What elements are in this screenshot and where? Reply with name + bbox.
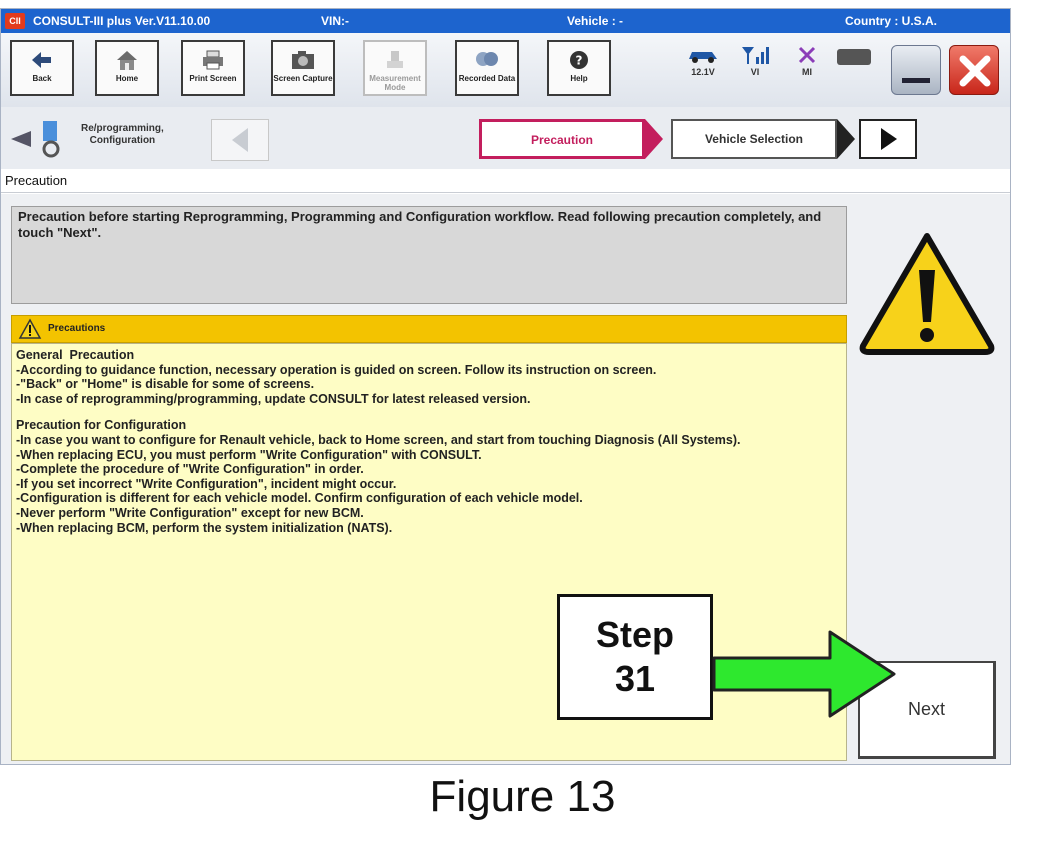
workflow-section-label [81, 123, 164, 147]
workflow-label-line2: Configuration [89, 135, 156, 146]
measurement-mode-label: Measurement Mode [369, 74, 421, 92]
workflow-label-line1: Re/programming, [81, 123, 164, 134]
help-icon [566, 49, 592, 71]
warning-triangle-icon [857, 228, 997, 358]
svg-text:?: ? [575, 53, 583, 68]
next-button[interactable]: Next [858, 661, 996, 759]
precautions-header-label: Precautions [48, 323, 106, 334]
minimize-button[interactable] [891, 45, 941, 95]
close-button[interactable] [949, 45, 999, 95]
reprogramming-icon [9, 117, 73, 159]
help-label: Help [570, 74, 588, 83]
intro-message: Precaution before starting Reprogramming, Programming and Configuration workflow. Read following precaution completely, and touch "Next". [11, 206, 847, 304]
crumb-precaution[interactable]: Precaution [479, 119, 645, 159]
precaution-line: General Precaution [16, 348, 135, 362]
precaution-line: -In case of reprogramming/programming, update CONSULT for latest released version. [16, 391, 531, 406]
back-button[interactable] [10, 40, 74, 96]
precaution-line: -If you set incorrect "Write Configuration", incident might occur. [16, 476, 397, 491]
navigation-bar [1, 107, 1010, 170]
home-button[interactable] [95, 40, 159, 96]
figure-caption: Figure 13 [429, 772, 616, 821]
precaution-line: -When replacing ECU, you must perform "Write Configuration" with CONSULT. [16, 447, 482, 462]
measurement-mode-button[interactable] [363, 40, 427, 96]
printer-icon [200, 49, 226, 71]
precautions-header [11, 315, 847, 343]
screen-capture-button[interactable] [271, 40, 335, 96]
print-screen-button[interactable] [181, 40, 245, 96]
precaution-line: -Configuration is different for each vehicle model. Confirm configuration of each vehicle model. [16, 491, 583, 506]
vi-label: VI [750, 67, 760, 77]
step-annotation [557, 594, 713, 720]
precaution-line: Precaution for Configuration [16, 418, 187, 433]
precaution-line: -In case you want to configure for Renault vehicle, back to Home screen, and start from touching Diagnosis (All Systems). [16, 432, 741, 447]
recorded-data-button[interactable] [455, 40, 519, 96]
screen-capture-label: Screen Capture [273, 74, 333, 83]
car-battery-icon [686, 45, 720, 65]
precaution-line: -Never perform "Write Configuration" except for new BCM. [16, 505, 364, 520]
close-icon [950, 46, 1000, 96]
crumb-arrow-icon [837, 119, 855, 159]
vin-readout: VIN:- [321, 14, 349, 28]
measurement-icon [382, 49, 408, 71]
page-title: Precaution [1, 169, 1010, 193]
nav-back-button[interactable] [211, 119, 269, 161]
small-warning-icon [18, 318, 42, 340]
nav-forward-button[interactable] [859, 119, 917, 159]
back-button-label: Back [32, 74, 52, 83]
home-icon [114, 49, 140, 71]
precaution-line: -"Back" or "Home" is disable for some of screens. [16, 377, 315, 392]
home-button-label: Home [115, 74, 139, 83]
triangle-right-icon [861, 121, 915, 157]
triangle-left-icon [212, 120, 268, 160]
title-bar [1, 9, 1010, 33]
camera-icon [290, 49, 316, 71]
vi-status [735, 41, 775, 77]
app-title: CONSULT-III plus Ver.V11.10.00 [33, 14, 211, 28]
status-indicator-icon [837, 49, 871, 65]
signal-icon [740, 45, 770, 65]
mi-x-icon [797, 45, 817, 65]
precaution-line: -Complete the procedure of "Write Configuration" in order. [16, 462, 364, 477]
app-logo-icon: CII [5, 13, 25, 29]
back-arrow-icon [29, 49, 55, 71]
precaution-spacer [16, 406, 842, 418]
battery-status [683, 41, 723, 77]
recorded-data-label: Recorded Data [458, 74, 516, 83]
mi-status [787, 41, 827, 77]
minimize-icon [902, 78, 930, 83]
country-readout: Country : U.S.A. [845, 14, 937, 28]
mi-label: MI [802, 67, 812, 77]
toolbar [1, 33, 1010, 107]
print-screen-label: Print Screen [189, 74, 237, 83]
precaution-line: -When replacing BCM, perform the system initialization (NATS). [16, 520, 393, 535]
help-button[interactable] [547, 40, 611, 96]
step-annotation-line2: 31 [614, 658, 656, 699]
vehicle-readout: Vehicle : - [567, 14, 624, 28]
recorded-data-icon [474, 49, 500, 71]
green-pointer-arrow-icon [712, 628, 898, 720]
crumb-arrow-icon [645, 119, 663, 159]
battery-voltage: 12.1V [691, 67, 715, 77]
step-annotation-line1: Step [595, 614, 674, 655]
precaution-line: -According to guidance function, necessary operation is guided on screen. Follow its instruction on screen. [16, 362, 657, 377]
crumb-vehicle-selection[interactable]: Vehicle Selection [671, 119, 837, 159]
